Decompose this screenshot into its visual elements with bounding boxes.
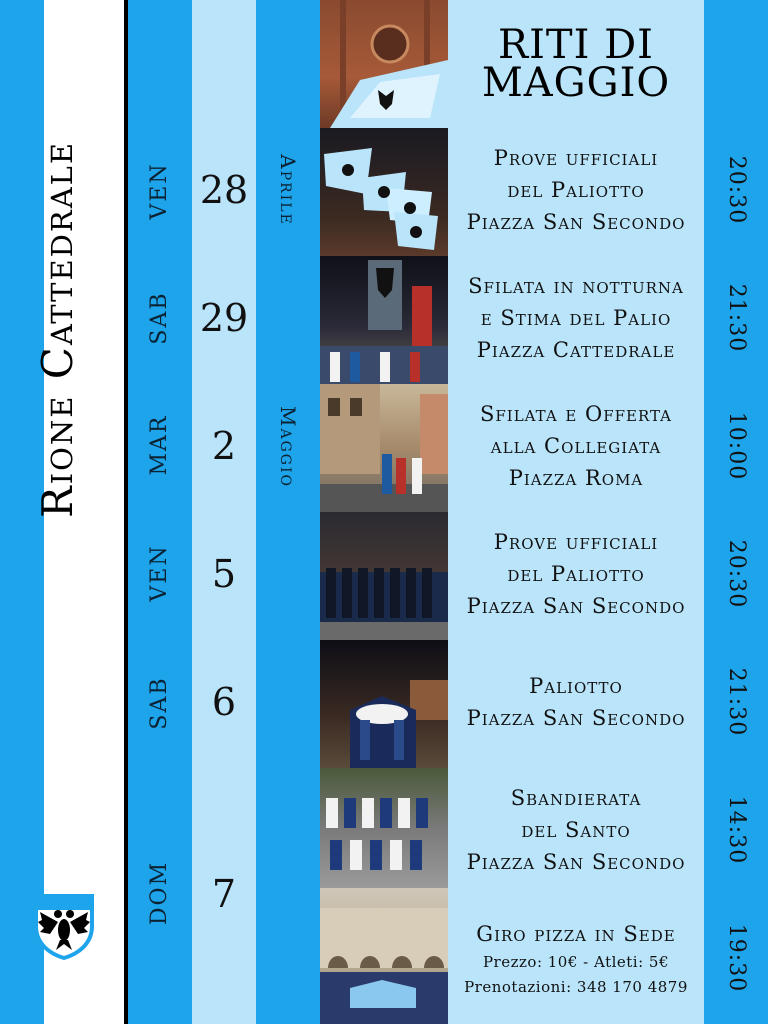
photo-sbandierata: [320, 768, 448, 888]
event-description: [448, 142, 704, 238]
event-line: Prove ufficiali: [493, 530, 659, 554]
event-line: Piazza Roma: [508, 466, 644, 490]
event-line: Piazza San Secondo: [466, 594, 686, 618]
day-label: MAR: [147, 414, 172, 476]
event-line: Prove ufficiali: [493, 146, 659, 170]
event-line: Sbandierata: [510, 786, 642, 810]
brand-title-text: Rione Cattedrale: [33, 140, 82, 518]
event-line: e Stima del Palio: [480, 306, 672, 330]
day-label: SAB: [147, 291, 172, 345]
photo-flags-night: [320, 128, 448, 256]
coat-of-arms-logo: [32, 892, 96, 960]
date-number: 28: [199, 168, 249, 212]
event-description: [448, 270, 704, 366]
photo-piazza-roma: [320, 384, 448, 512]
event-time: 21:30: [724, 283, 749, 353]
photo-paliotto-night: [320, 640, 448, 768]
month-label-april: Aprile: [276, 154, 300, 226]
photo-cathedral-flag: [320, 0, 448, 128]
date-number: 5: [211, 552, 237, 596]
date-number: 29: [199, 296, 249, 340]
event-time: 20:30: [724, 539, 749, 609]
event-description: [448, 526, 704, 622]
photo-group-courtyard: [320, 888, 448, 1024]
event-line: del Santo: [521, 818, 631, 842]
photo-musicians-line: [320, 512, 448, 640]
event-description-pizza: [448, 918, 704, 1000]
brand-title: [33, 140, 82, 518]
event-description: [448, 782, 704, 878]
event-line: del Paliotto: [507, 178, 645, 202]
title-line-1: RITI DI: [498, 22, 654, 68]
photo-parade-banners: [320, 256, 448, 384]
event-line: Paliotto: [529, 674, 623, 698]
month-label-may: Maggio: [276, 406, 300, 488]
event-time: 21:30: [724, 667, 749, 737]
event-line: Piazza San Secondo: [466, 210, 686, 234]
event-description: [448, 670, 704, 734]
event-line: Sfilata e Offerta: [479, 402, 673, 426]
title-line-2: MAGGIO: [481, 60, 671, 106]
day-label: SAB: [147, 676, 172, 730]
event-time: 20:30: [724, 155, 749, 225]
day-label: VEN: [147, 544, 172, 602]
event-line: alla Collegiata: [490, 434, 662, 458]
event-line: Giro pizza in Sede: [476, 922, 676, 946]
event-time: 14:30: [724, 795, 749, 865]
price-line: Prezzo: 10€ - Atleti: 5€: [482, 953, 670, 971]
event-description: [448, 398, 704, 494]
event-time: 19:30: [724, 923, 749, 993]
event-line: Sfilata in notturna: [468, 274, 684, 298]
day-label: DOM: [147, 860, 172, 926]
date-number: 7: [211, 872, 237, 916]
event-line: del Paliotto: [507, 562, 645, 586]
date-column: [192, 0, 256, 1024]
event-line: Piazza Cattedrale: [476, 338, 676, 362]
event-line: Piazza San Secondo: [466, 706, 686, 730]
event-time: 10:00: [724, 411, 749, 481]
date-number: 2: [211, 424, 237, 468]
booking-line: Prenotazioni: 348 170 4879: [464, 978, 688, 996]
event-line: Piazza San Secondo: [466, 850, 686, 874]
page-title: [448, 22, 704, 106]
date-number: 6: [211, 680, 237, 724]
day-label: VEN: [147, 162, 172, 220]
